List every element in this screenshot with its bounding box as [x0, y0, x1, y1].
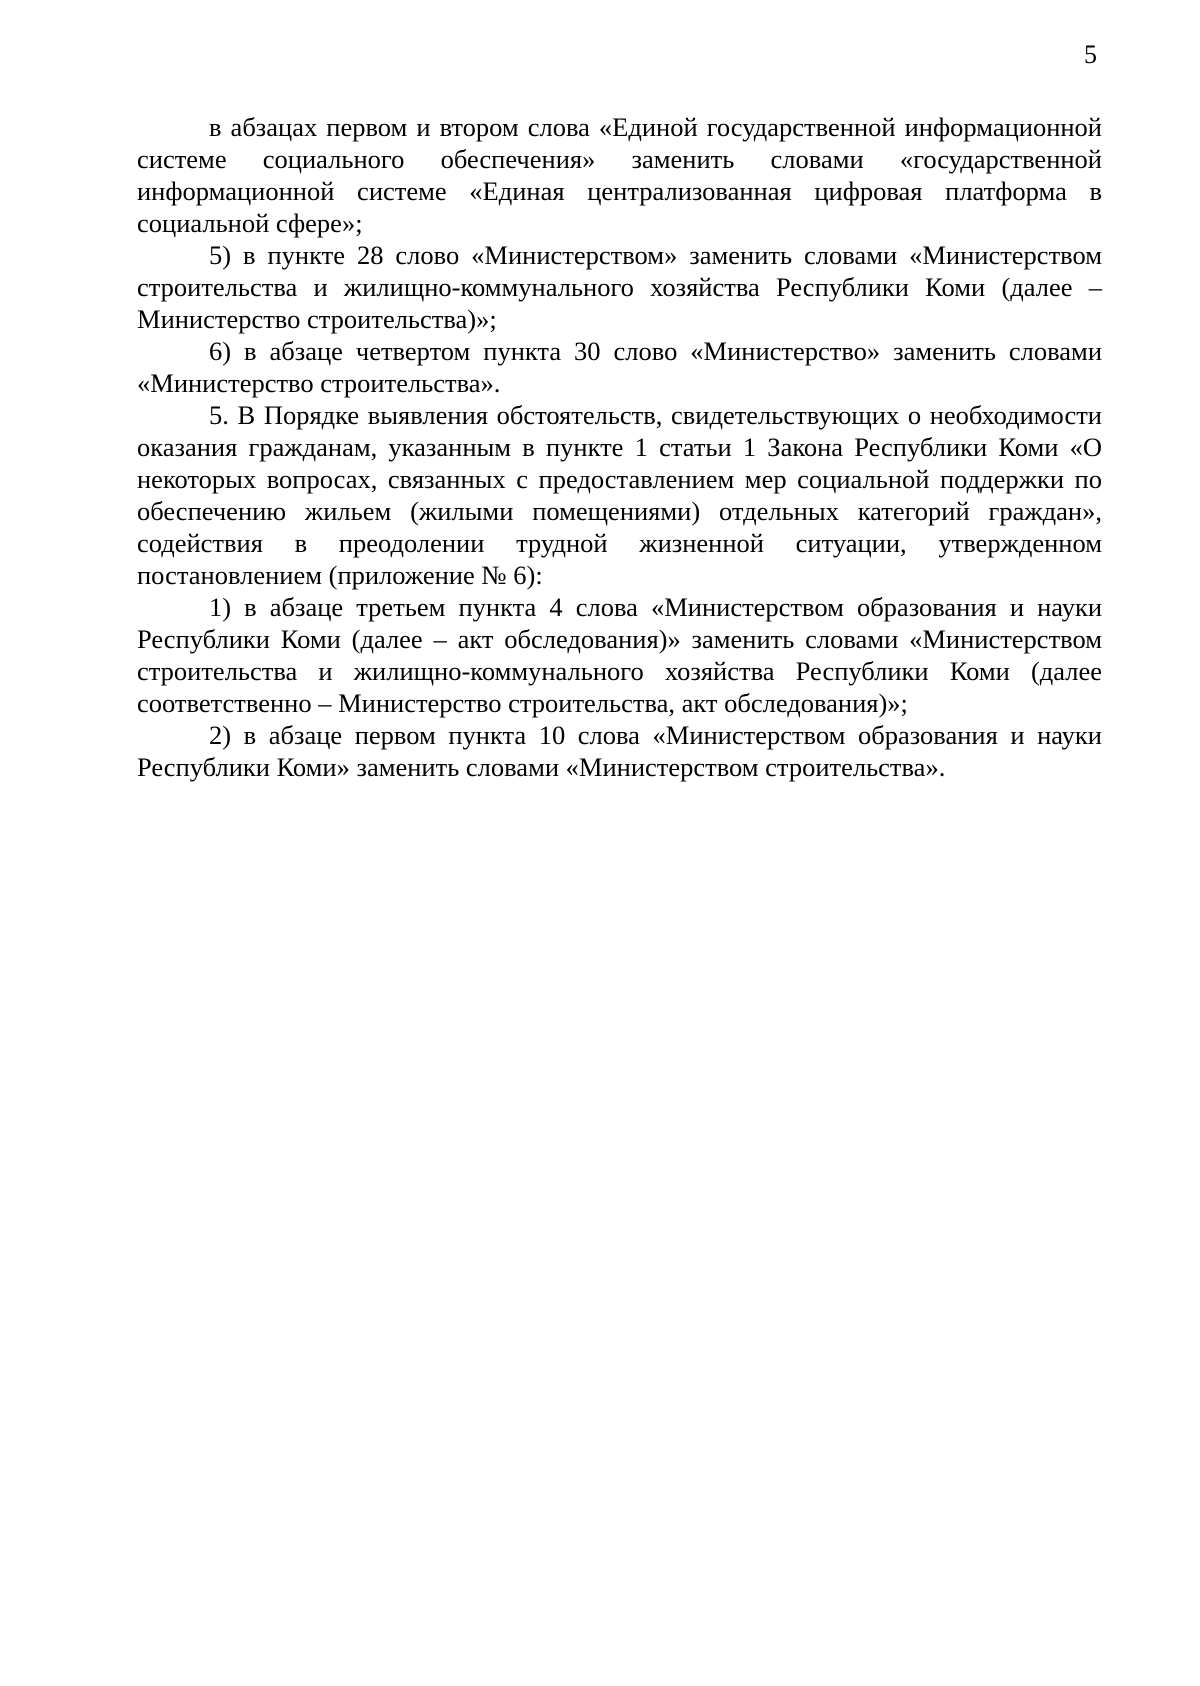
- paragraph-2: 5) в пункте 28 слово «Министерством» заменить словами «Министерством строительства и жилищно-коммунального хозяйства Республики Коми (далее – Министерство строительства)»;: [137, 240, 1102, 334]
- paragraph-3: 6) в абзаце четвертом пункта 30 слово «Министерство» заменить словами «Министерство строительства».: [137, 336, 1102, 398]
- paragraph-6: 2) в абзаце первом пункта 10 слова «Министерством образования и науки Республики Коми» заменить словами «Министерством строительства».: [137, 720, 1102, 782]
- paragraph-5: 1) в абзаце третьем пункта 4 слова «Министерством образования и науки Республики Коми (далее – акт обследования)» заменить словами «Министерством строительства и жилищно-коммунального хозяйства Республики Коми (далее соответственно – Министерство строительства, акт обследования)»;: [137, 592, 1102, 718]
- document-body: [137, 111, 1102, 783]
- page-number: 5: [1084, 40, 1097, 69]
- paragraph-1: в абзацах первом и втором слова «Единой государственной информационной системе социального обеспечения» заменить словами «государственной информационной системе «Единая централизованная цифровая платформа в социальной сфере»;: [137, 112, 1102, 238]
- paragraph-4: 5. В Порядке выявления обстоятельств, свидетельствующих о необходимости оказания гражданам, указанным в пункте 1 статьи 1 Закона Республики Коми «О некоторых вопросах, связанных с предоставлением мер социальной поддержки по обеспечению жильем (жилыми помещениями) отдельных категорий граждан», содействия в преодолении трудной жизненной ситуации, утвержденном постановлением (приложение № 6):: [137, 400, 1102, 590]
